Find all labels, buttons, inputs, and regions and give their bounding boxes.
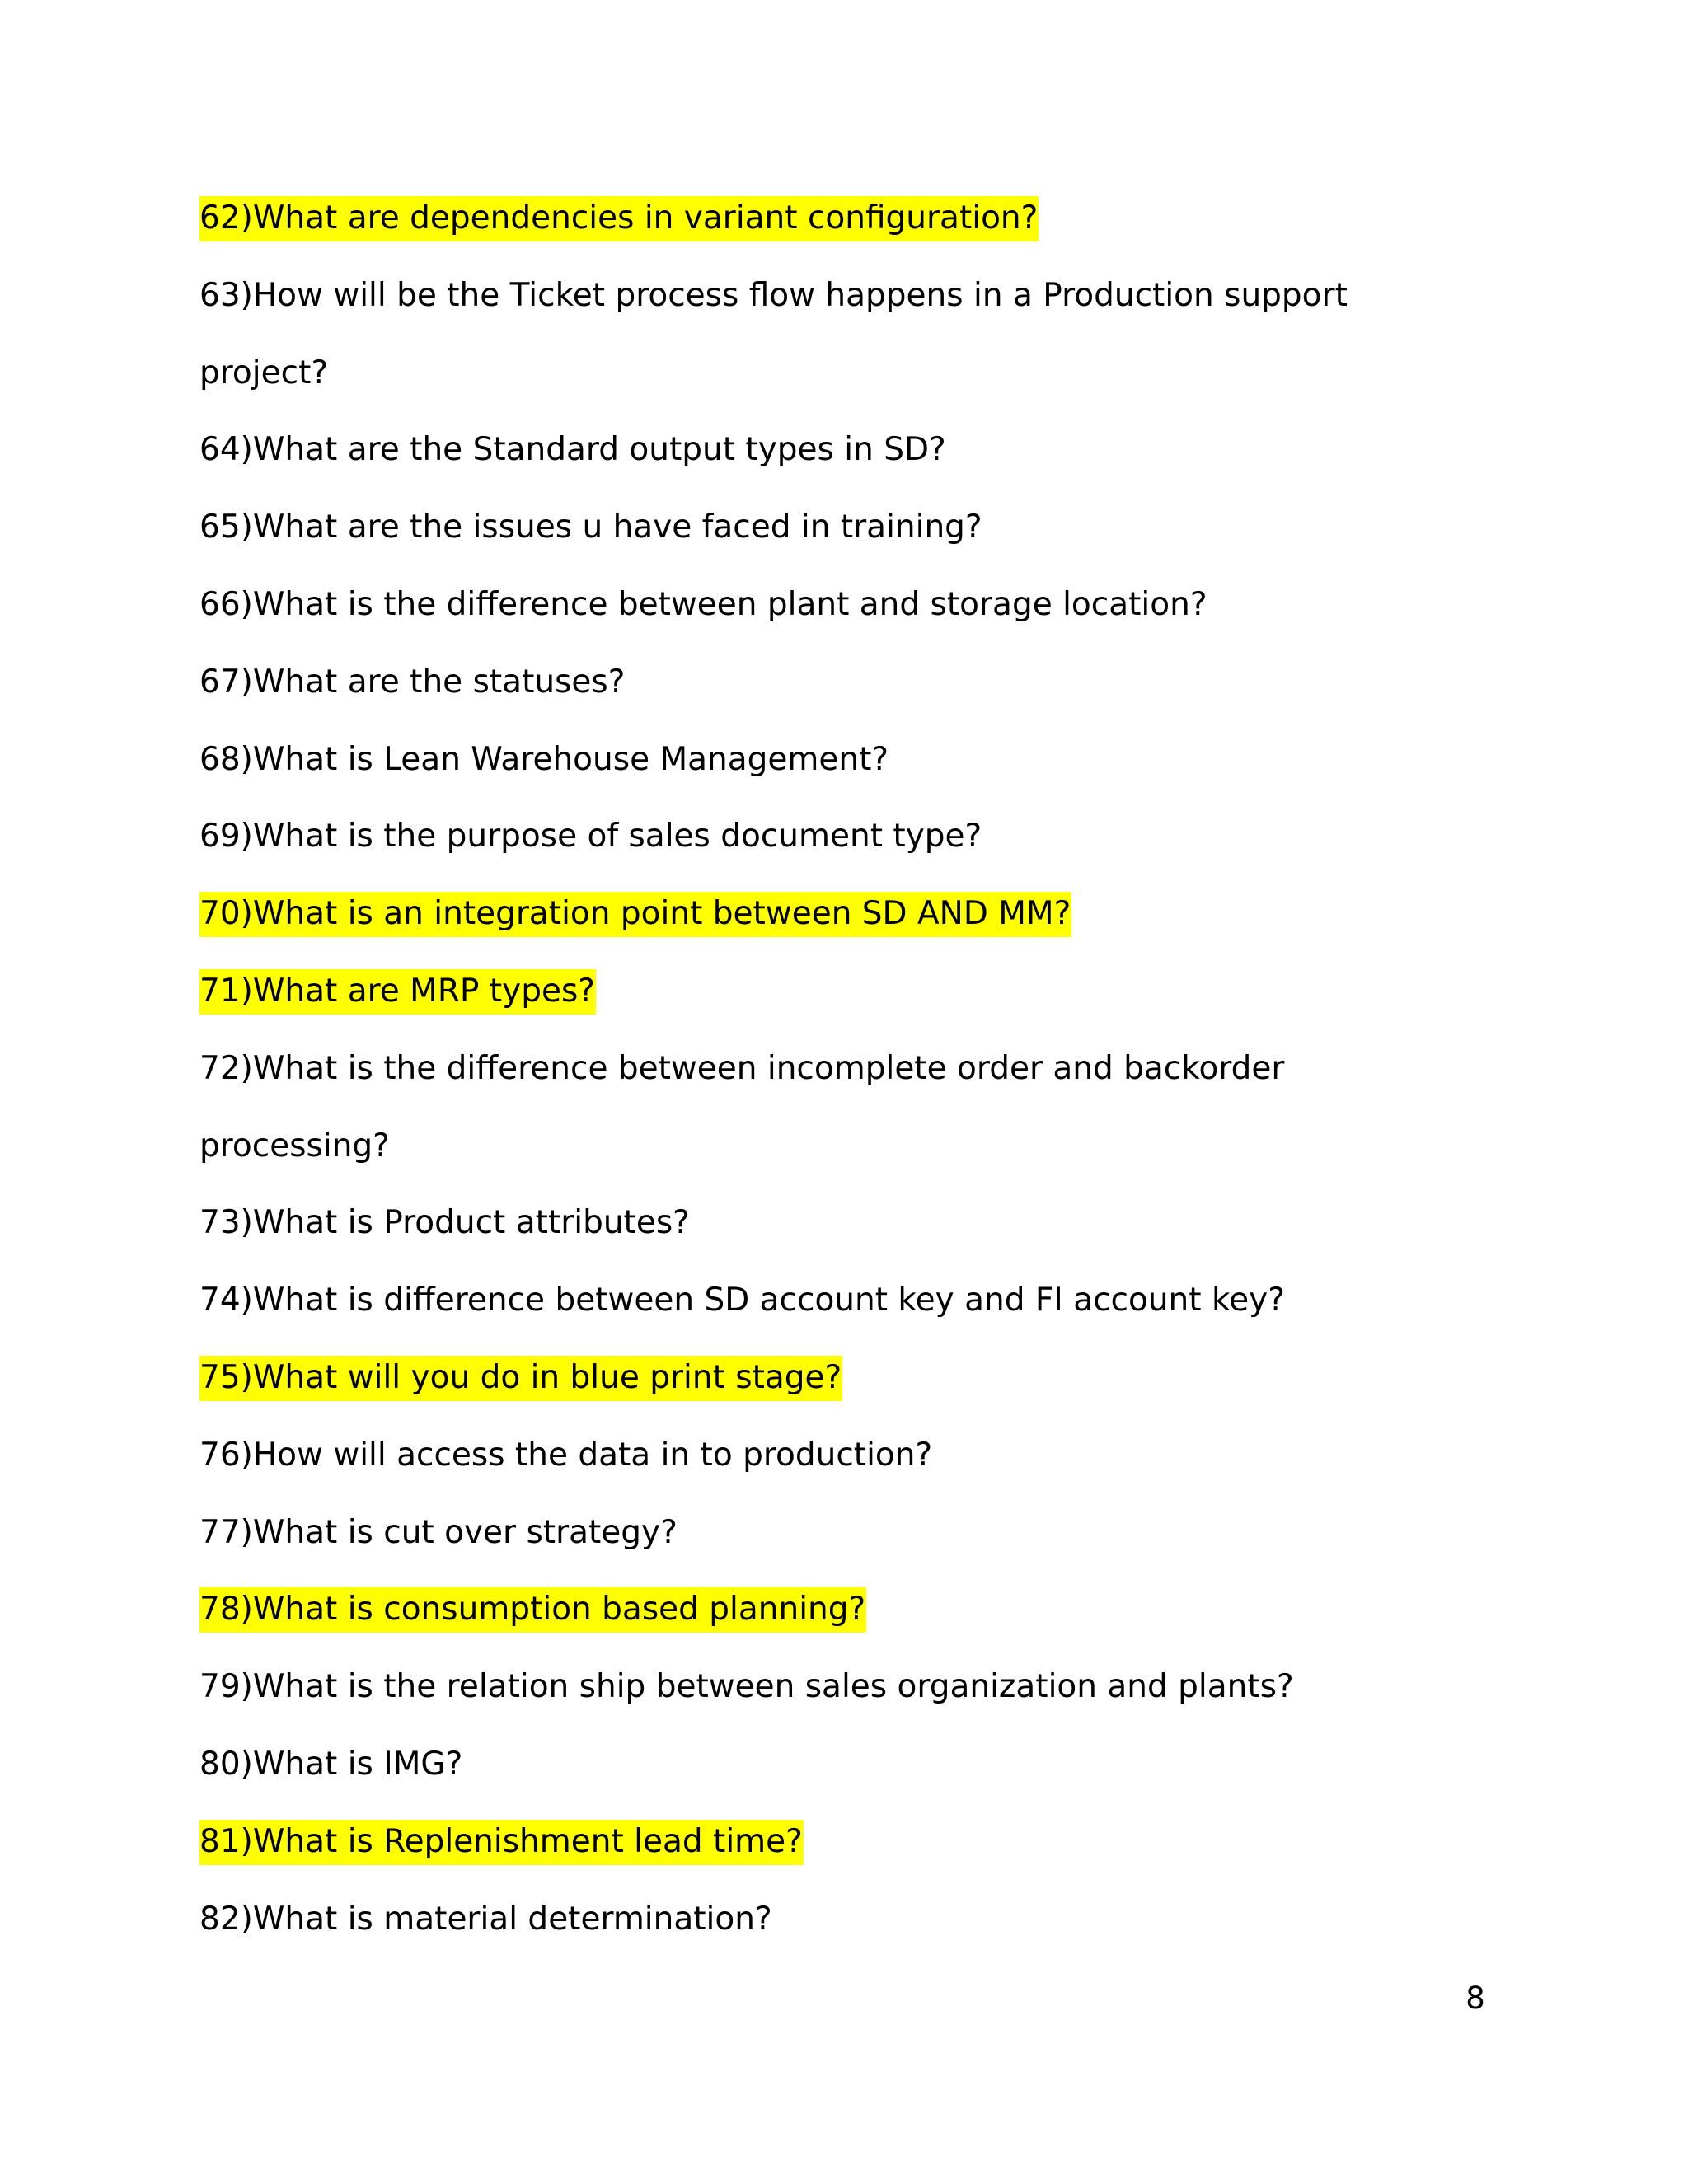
question-text: 80)What is IMG? <box>199 1745 463 1783</box>
question-line <box>199 721 1485 799</box>
question-text: 72)What is the difference between incomplete order and backorder <box>199 1049 1285 1087</box>
question-text: 76)How will access the data in to production? <box>199 1436 933 1474</box>
question-line <box>199 335 1485 412</box>
question-line <box>199 1571 1485 1648</box>
question-line <box>199 798 1485 875</box>
question-line <box>199 1803 1485 1881</box>
question-text: 64)What are the Standard output types in SD? <box>199 431 946 469</box>
question-text: 73)What is Product attributes? <box>199 1204 690 1242</box>
question-line <box>199 257 1485 335</box>
question-list <box>199 180 1485 1957</box>
question-text: 82)What is material determination? <box>199 1900 772 1938</box>
question-text: 65)What are the issues u have faced in training? <box>199 509 982 546</box>
question-line <box>199 180 1485 257</box>
question-line <box>199 566 1485 644</box>
highlighted-question-text: 71)What are MRP types? <box>199 969 596 1015</box>
highlighted-question-text: 70)What is an integration point between SD AND MM? <box>199 892 1071 937</box>
question-text: 69)What is the purpose of sales document type? <box>199 818 982 855</box>
question-line <box>199 1417 1485 1494</box>
question-line <box>199 1881 1485 1958</box>
question-line <box>199 1648 1485 1726</box>
question-text: 68)What is Lean Warehouse Management? <box>199 740 889 778</box>
page-number: 8 <box>1465 1980 1485 2016</box>
question-line <box>199 411 1485 489</box>
question-text: processing? <box>199 1127 390 1165</box>
question-line <box>199 875 1485 953</box>
question-text: 66)What is the difference between plant and storage location? <box>199 585 1207 623</box>
question-text: 63)How will be the Ticket process flow happens in a Production support <box>199 276 1348 314</box>
question-line <box>199 953 1485 1030</box>
question-text: project? <box>199 354 329 391</box>
question-line <box>199 1030 1485 1108</box>
question-text: 74)What is difference between SD account key and FI account key? <box>199 1282 1285 1319</box>
question-line <box>199 1184 1485 1262</box>
highlighted-question-text: 81)What is Replenishment lead time? <box>199 1820 804 1865</box>
highlighted-question-text: 78)What is consumption based planning? <box>199 1587 866 1633</box>
question-line <box>199 644 1485 721</box>
question-line <box>199 1262 1485 1339</box>
question-line <box>199 1494 1485 1572</box>
question-text: 79)What is the relation ship between sales organization and plants? <box>199 1668 1294 1706</box>
question-line <box>199 1339 1485 1417</box>
question-line <box>199 489 1485 566</box>
question-text: 77)What is cut over strategy? <box>199 1513 678 1551</box>
question-text: 67)What are the statuses? <box>199 663 626 701</box>
highlighted-question-text: 75)What will you do in blue print stage? <box>199 1356 842 1401</box>
question-line <box>199 1108 1485 1185</box>
question-line <box>199 1726 1485 1803</box>
highlighted-question-text: 62)What are dependencies in variant configuration? <box>199 196 1039 241</box>
